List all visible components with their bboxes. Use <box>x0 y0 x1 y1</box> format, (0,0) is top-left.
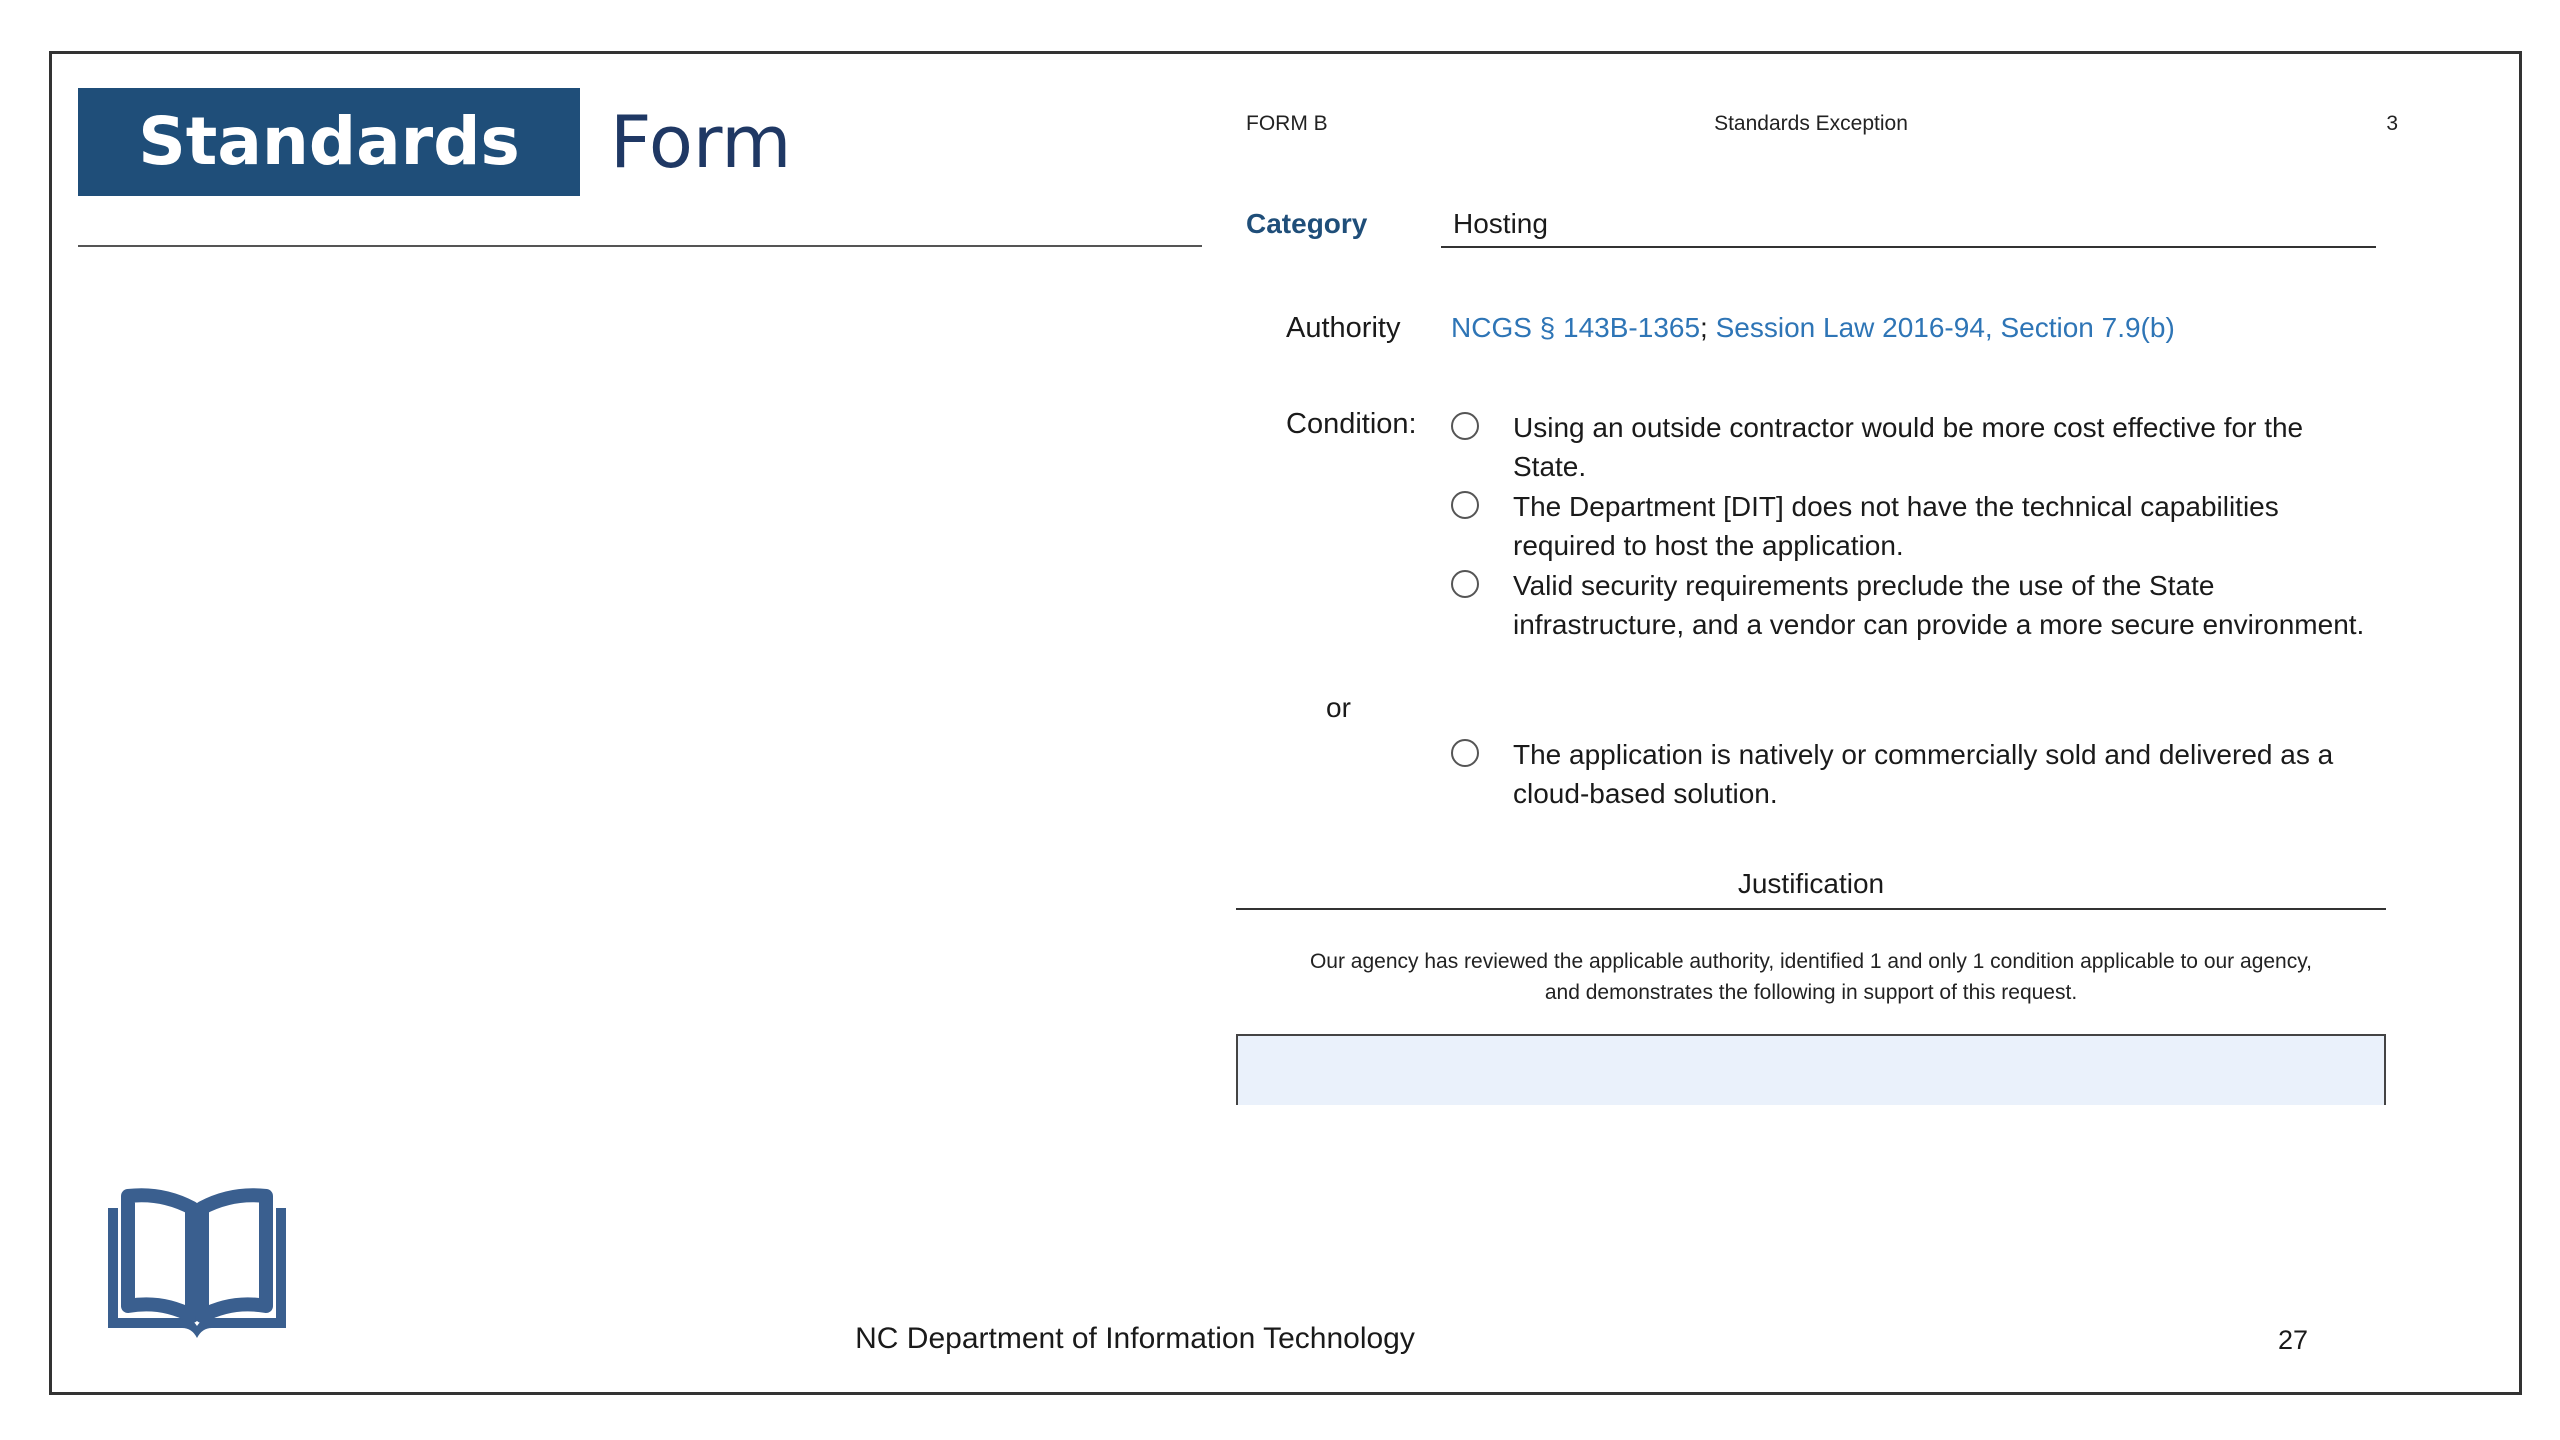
condition-label: Condition: <box>1286 408 1417 440</box>
category-label: Category <box>1246 208 1368 239</box>
category-field[interactable] <box>1441 206 2376 248</box>
slide-title-rest: Form <box>610 100 792 184</box>
or-label: or <box>1326 692 1351 723</box>
form-page-number: 3 <box>2386 112 2398 135</box>
condition-text: Using an outside contractor would be more cost effective for the State. <box>1513 412 2304 482</box>
form-header-center: Standards Exception <box>1714 112 1908 135</box>
authority-links <box>1451 312 2175 344</box>
justification-instructions <box>1236 946 2386 1008</box>
slide-title-highlight: Standards <box>78 88 580 196</box>
footer-organization <box>0 1322 2560 1356</box>
title-divider <box>78 245 1202 247</box>
form-header-left: FORM B <box>1246 112 1328 135</box>
authority-label: Authority <box>1286 312 1401 344</box>
form-b-excerpt <box>1236 60 2406 1105</box>
authority-separator: ; <box>1700 312 1708 343</box>
justification-title: Justification <box>1737 868 1885 899</box>
justification-input[interactable] <box>1236 1034 2386 1105</box>
radio-button[interactable] <box>1451 491 1479 519</box>
radio-button[interactable] <box>1451 570 1479 598</box>
authority-link-ncgs[interactable]: NCGS § 143B-1365 <box>1451 312 1701 343</box>
radio-button[interactable] <box>1451 412 1479 440</box>
footer-text: NC Department of Information Technology <box>855 1322 1415 1355</box>
justification-divider <box>1236 908 2386 910</box>
category-value: Hosting <box>1453 208 1548 239</box>
justification-instructions-line-1: Our agency has reviewed the applicable authority, identified 1 and only 1 condition applicable to our agency, <box>1309 950 2313 973</box>
justification-instructions-line-2: and demonstrates the following in support of this request. <box>1544 981 2078 1004</box>
condition-text: The application is natively or commercially sold and delivered as a cloud-based solution. <box>1513 739 2334 809</box>
condition-text: Valid security requirements preclude the use of the State infrastructure, and a vendor can provide a more secure environment. <box>1513 570 2365 640</box>
radio-button[interactable] <box>1451 739 1479 767</box>
authority-link-session-law[interactable]: Session Law 2016-94, Section 7.9(b) <box>1715 312 2175 343</box>
condition-text: The Department [DIT] does not have the technical capabilities required to host the application. <box>1513 491 2279 561</box>
slide-page-number: 27 <box>2278 1325 2309 1355</box>
